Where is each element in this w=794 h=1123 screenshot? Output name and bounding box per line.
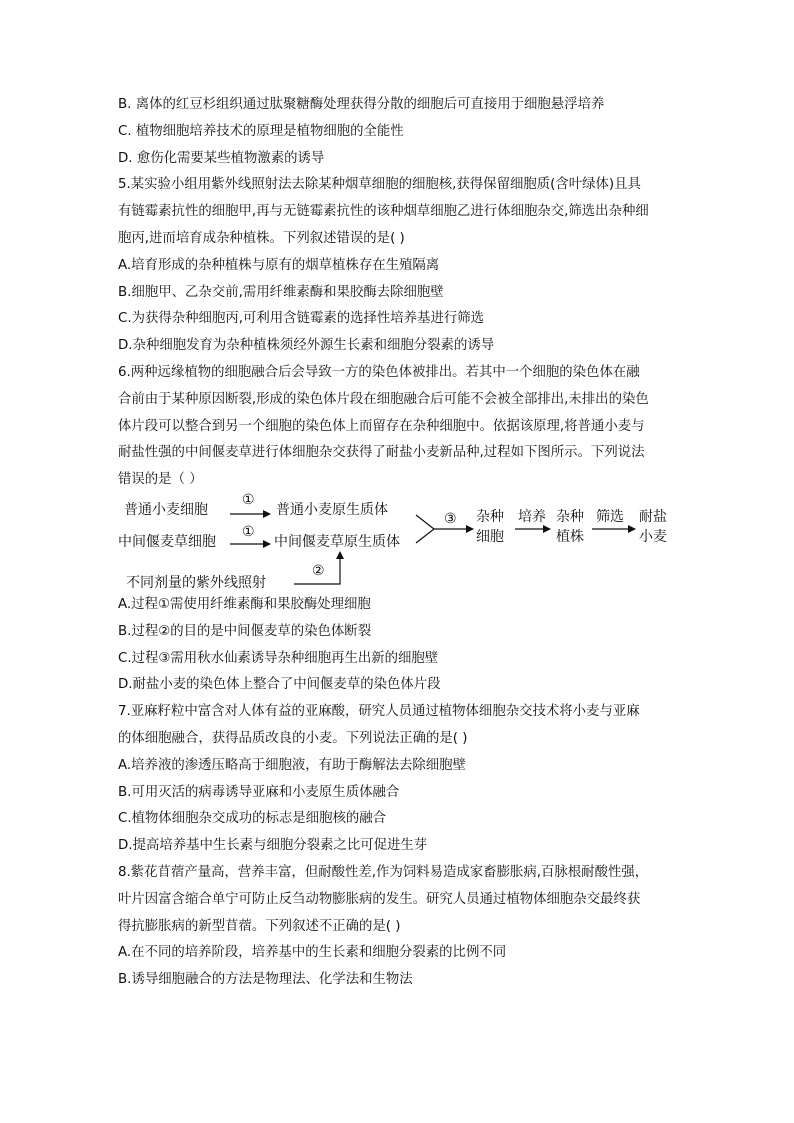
text-line: 耐盐性强的中间偃麦草进行体细胞杂交获得了耐盐小麦新品种,过程如下图所示。下列说法 xyxy=(118,445,645,461)
text-line: B.过程②的目的是中间偃麦草的染色体断裂 xyxy=(118,623,372,639)
hybrid-cell-label-line2: 细胞 xyxy=(476,528,504,545)
text-line: A.培育形成的杂种植株与原有的烟草植株存在生殖隔离 xyxy=(118,257,440,273)
text-before-diagram xyxy=(118,92,678,494)
text-line: C.过程③需用秋水仙素诱导杂种细胞再生出新的细胞壁 xyxy=(118,650,439,666)
grass-protoplast-label: 中间偃麦草原生质体 xyxy=(274,533,400,550)
hybrid-cell-label xyxy=(476,507,504,547)
hybrid-cell-label-line1: 杂种 xyxy=(476,508,504,525)
text-line: 8.紫花苜蓿产量高，营养丰富，但耐酸性差,作为饲料易造成家畜膨胀病,百脉根耐酸性强， xyxy=(118,864,649,880)
text-line: 错误的是（ ） xyxy=(118,472,203,488)
text-line: 合前由于某种原因断裂,形成的染色体片段在细胞融合后可能不会被全部排出,未排出的染色 xyxy=(118,391,649,407)
brace-merge xyxy=(416,515,434,543)
text-line: B.细胞甲、乙杂交前,需用纤维素酶和果胶酶去除细胞壁 xyxy=(118,284,444,300)
wheat-cell-label: 普通小麦细胞 xyxy=(124,501,208,518)
grass-cell-label: 中间偃麦草细胞 xyxy=(118,533,216,550)
text-line: 叶片因富含缩合单宁可防止反刍动物膨胀病的发生。研究人员通过植物体细胞杂交最终获 xyxy=(118,891,641,907)
text-line: 得抗膨胀病的新型苜蓿。下列叙述不正确的是( ) xyxy=(118,918,401,934)
text-line: D.杂种细胞发育为杂种植株须经外源生长素和细胞分裂素的诱导 xyxy=(118,338,495,354)
text-line: C.为获得杂种细胞丙,可利用含链霉素的选择性培养基进行筛选 xyxy=(118,311,485,327)
text-line: 的体细胞融合，获得品质改良的小麦。下列说法正确的是( ) xyxy=(118,730,468,746)
hybrid-plant-label-line2: 植株 xyxy=(556,528,584,545)
salt-wheat-label-line1: 耐盐 xyxy=(639,508,667,525)
text-line: D. 愈伤化需要某些植物激素的诱导 xyxy=(118,150,325,166)
culture-label: 培养 xyxy=(518,508,546,525)
step-2-marker: ② xyxy=(312,562,325,579)
text-line: C.植物体细胞杂交成功的标志是细胞核的融合 xyxy=(118,811,387,827)
uv-irradiation-label: 不同剂量的紫外线照射 xyxy=(126,574,266,591)
step-3-marker: ③ xyxy=(444,510,457,527)
text-line: 5.某实验小组用紫外线照射法去除某种烟草细胞的细胞核,获得保留细胞质(含叶绿体)且具 xyxy=(118,177,641,193)
text-line: A.过程①需使用纤维素酶和果胶酶处理细胞 xyxy=(118,596,371,612)
text-line: C. 植物细胞培养技术的原理是植物细胞的全能性 xyxy=(118,123,404,139)
step-1-marker: ① xyxy=(242,523,255,540)
text-line: B.可用灭活的病毒诱导亚麻和小麦原生质体融合 xyxy=(118,784,400,800)
text-line: 6.两种远缘植物的细胞融合后会导致一方的染色体被排出。若其中一个细胞的染色体在融 xyxy=(118,364,640,380)
text-line: A.培养液的渗透压略高于细胞液，有助于酶解法去除细胞壁 xyxy=(118,757,466,773)
wheat-protoplast-label: 普通小麦原生质体 xyxy=(276,501,388,518)
text-line: 有链霉素抗性的细胞甲,再与无链霉素抗性的该种烟草细胞乙进行体细胞杂交,筛选出杂种细 xyxy=(118,204,649,220)
text-line: B.诱导细胞融合的方法是物理法、化学法和生物法 xyxy=(118,972,413,988)
text-line: D.提高培养基中生长素与细胞分裂素之比可促进生芽 xyxy=(118,838,428,854)
screen-label: 筛选 xyxy=(596,508,624,525)
text-line: A.在不同的培养阶段，培养基中的生长素和细胞分裂素的比例不同 xyxy=(118,945,507,961)
process-diagram xyxy=(118,491,678,592)
hybrid-plant-label xyxy=(556,507,584,547)
salt-wheat-label-line2: 小麦 xyxy=(639,528,667,545)
hybrid-plant-label-line1: 杂种 xyxy=(556,508,584,525)
salt-tolerant-wheat-label xyxy=(639,507,667,547)
text-line: D.耐盐小麦的染色体上整合了中间偃麦草的染色体片段 xyxy=(118,677,441,693)
text-after-diagram xyxy=(118,592,678,994)
text-line: 胞丙,进而培育成杂种植株。下列叙述错误的是( ) xyxy=(118,230,405,246)
step-1-marker: ① xyxy=(242,491,255,508)
text-line: 体片段可以整合到另一个细胞的染色体上而留存在杂种细胞中。依据该原理,将普通小麦与 xyxy=(118,418,645,434)
question-content xyxy=(118,92,678,994)
text-line: B. 离体的红豆杉组织通过肽聚糖酶处理获得分散的细胞后可直接用于细胞悬浮培养 xyxy=(118,97,605,112)
text-line: 7.亚麻籽粒中富含对人体有益的亚麻酸，研究人员通过植物体细胞杂交技术将小麦与亚麻 xyxy=(118,704,640,720)
